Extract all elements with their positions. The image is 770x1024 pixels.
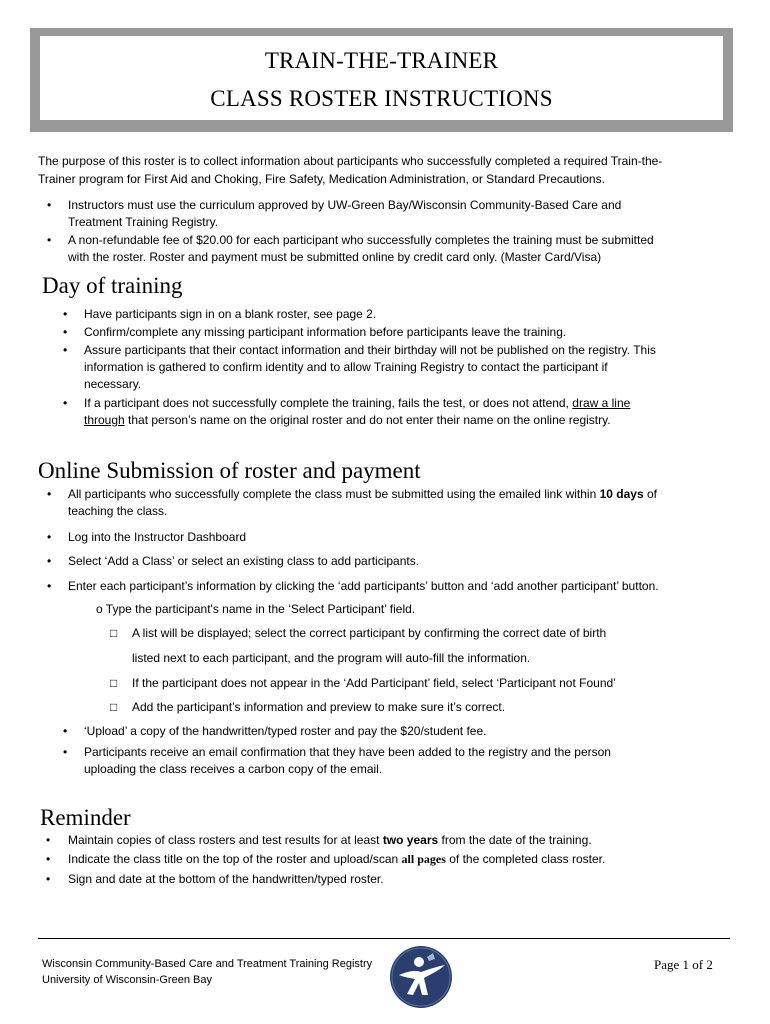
- bullet-glyph: •: [46, 872, 51, 886]
- day-bullet-1: Have participants sign in on a blank roster, see page 2.: [84, 307, 377, 321]
- bullet-glyph: •: [47, 233, 52, 247]
- registry-logo-icon: [389, 945, 453, 1009]
- heading-reminder: Reminder: [40, 805, 131, 830]
- intro-line-1: The purpose of this roster is to collect information about participants who successfully completed a required Train-the-: [38, 154, 663, 168]
- online-square-1-line-1: A list will be displayed; select the correct participant by confirming the correct date of birth: [132, 626, 607, 640]
- footer-divider: [38, 938, 730, 939]
- reminder-bullet-2: [68, 851, 605, 869]
- footer-org-line-1: Wisconsin Community-Based Care and Treatment Training Registry: [42, 958, 373, 970]
- reminder-bullet-2-bold: all pages: [401, 852, 446, 866]
- page-number: Page 1 of 2: [654, 957, 713, 972]
- reminder-bullet-1-tail: from the date of the training.: [438, 833, 592, 847]
- square-glyph: □: [110, 626, 118, 640]
- online-bullet-5: ‘Upload’ a copy of the handwritten/typed roster and pay the $20/student fee.: [84, 724, 487, 738]
- online-square-1-line-2: listed next to each participant, and the program will auto-fill the information.: [132, 651, 531, 665]
- day-bullet-3-line-3: necessary.: [84, 377, 142, 391]
- bullet-glyph: •: [46, 852, 51, 866]
- bullet-glyph: •: [47, 554, 52, 568]
- online-square-2: If the participant does not appear in the ‘Add Participant’ field, select ‘Participant not Found’: [132, 676, 616, 690]
- heading-online-submission: Online Submission of roster and payment: [38, 458, 421, 483]
- reminder-bullet-1-text: Maintain copies of class rosters and test results for at least: [68, 833, 383, 847]
- bullet-glyph: •: [63, 396, 68, 410]
- intro-line-2: Trainer program for First Aid and Choking, Fire Safety, Medication Administration, or Standard Precautions.: [38, 172, 605, 186]
- bullet-glyph: •: [63, 307, 68, 321]
- bullet-glyph: •: [47, 530, 52, 544]
- title-panel: [40, 36, 723, 120]
- day-bullet-4-text: If a participant does not successfully complete the training, fails the test, or does not attend,: [84, 396, 573, 410]
- day-bullet-4-line-2: [84, 412, 611, 430]
- online-square-3: Add the participant’s information and preview to make sure it’s correct.: [132, 700, 506, 714]
- bullet-glyph: •: [63, 343, 68, 357]
- online-bullet-4: Enter each participant’s information by clicking the ‘add participants’ button and ‘add another participant’ button.: [68, 579, 659, 593]
- day-bullet-3-line-2: information is gathered to confirm identity and to allow Training Registry to contact the participant if: [84, 360, 608, 374]
- square-glyph: □: [110, 676, 118, 690]
- bullet-glyph: •: [63, 724, 68, 738]
- online-bullet-3: Select ‘Add a Class’ or select an existing class to add participants.: [68, 554, 420, 568]
- online-sub-item: o Type the participant's name in the ‘Select Participant’ field.: [96, 602, 416, 616]
- bullet-glyph: •: [63, 745, 68, 759]
- day-bullet-2: Confirm/complete any missing participant information before participants leave the training.: [84, 325, 567, 339]
- online-bullet-1-line-2: teaching the class.: [68, 504, 168, 518]
- online-bullet-2: Log into the Instructor Dashboard: [68, 530, 247, 544]
- reminder-bullet-1-bold: two years: [382, 833, 439, 847]
- intro-bullet-2-line-2: with the roster. Roster and payment must be submitted online by credit card only. (Master Card/Visa): [68, 250, 602, 264]
- title-frame: [30, 28, 733, 132]
- bullet-glyph: •: [46, 833, 51, 847]
- day-bullet-4-underline-2: through: [84, 413, 125, 427]
- online-bullet-1-text: All participants who successfully complete the class must be submitted using the emailed link within: [68, 487, 600, 501]
- online-bullet-1-line-1: [68, 486, 657, 504]
- title-line-2: CLASS ROSTER INSTRUCTIONS: [210, 86, 553, 111]
- online-bullet-6-line-1: Participants receive an email confirmation that they have been added to the registry and the person: [84, 745, 611, 759]
- day-bullet-4-line-1: [84, 395, 630, 413]
- online-bullet-1-tail: of: [643, 487, 657, 501]
- bullet-glyph: •: [63, 325, 68, 339]
- bullet-glyph: •: [47, 487, 52, 501]
- online-bullet-6-line-2: uploading the class receives a carbon copy of the email.: [84, 762, 383, 776]
- day-bullet-3-line-1: Assure participants that their contact information and their birthday will not be published on the registry. This: [84, 343, 656, 357]
- reminder-bullet-3: Sign and date at the bottom of the handwritten/typed roster.: [68, 872, 384, 886]
- day-bullet-4-underline: draw a line: [572, 396, 631, 410]
- reminder-bullet-2-tail: of the completed class roster.: [445, 852, 606, 866]
- intro-bullet-1-line-2: Treatment Training Registry.: [68, 215, 219, 229]
- intro-bullet-1-line-1: Instructors must use the curriculum approved by UW-Green Bay/Wisconsin Community-Based Care and: [68, 198, 622, 212]
- footer-org-line-2: University of Wisconsin-Green Bay: [42, 974, 212, 986]
- reminder-bullet-2-text: Indicate the class title on the top of the roster and upload/scan: [68, 852, 402, 866]
- intro-bullet-2-line-1: A non-refundable fee of $20.00 for each participant who successfully completes the training must be submitted: [68, 233, 654, 247]
- heading-day-of-training: Day of training: [42, 273, 183, 298]
- square-glyph: □: [110, 700, 118, 714]
- title-line-1: TRAIN-THE-TRAINER: [264, 48, 499, 73]
- bullet-glyph: •: [47, 579, 52, 593]
- day-bullet-4-text-2: that person’s name on the original roster and do not enter their name on the online registry.: [124, 413, 611, 427]
- bullet-glyph: •: [47, 198, 52, 212]
- reminder-bullet-1: [68, 832, 592, 850]
- online-bullet-1-bold: 10 days: [599, 487, 644, 501]
